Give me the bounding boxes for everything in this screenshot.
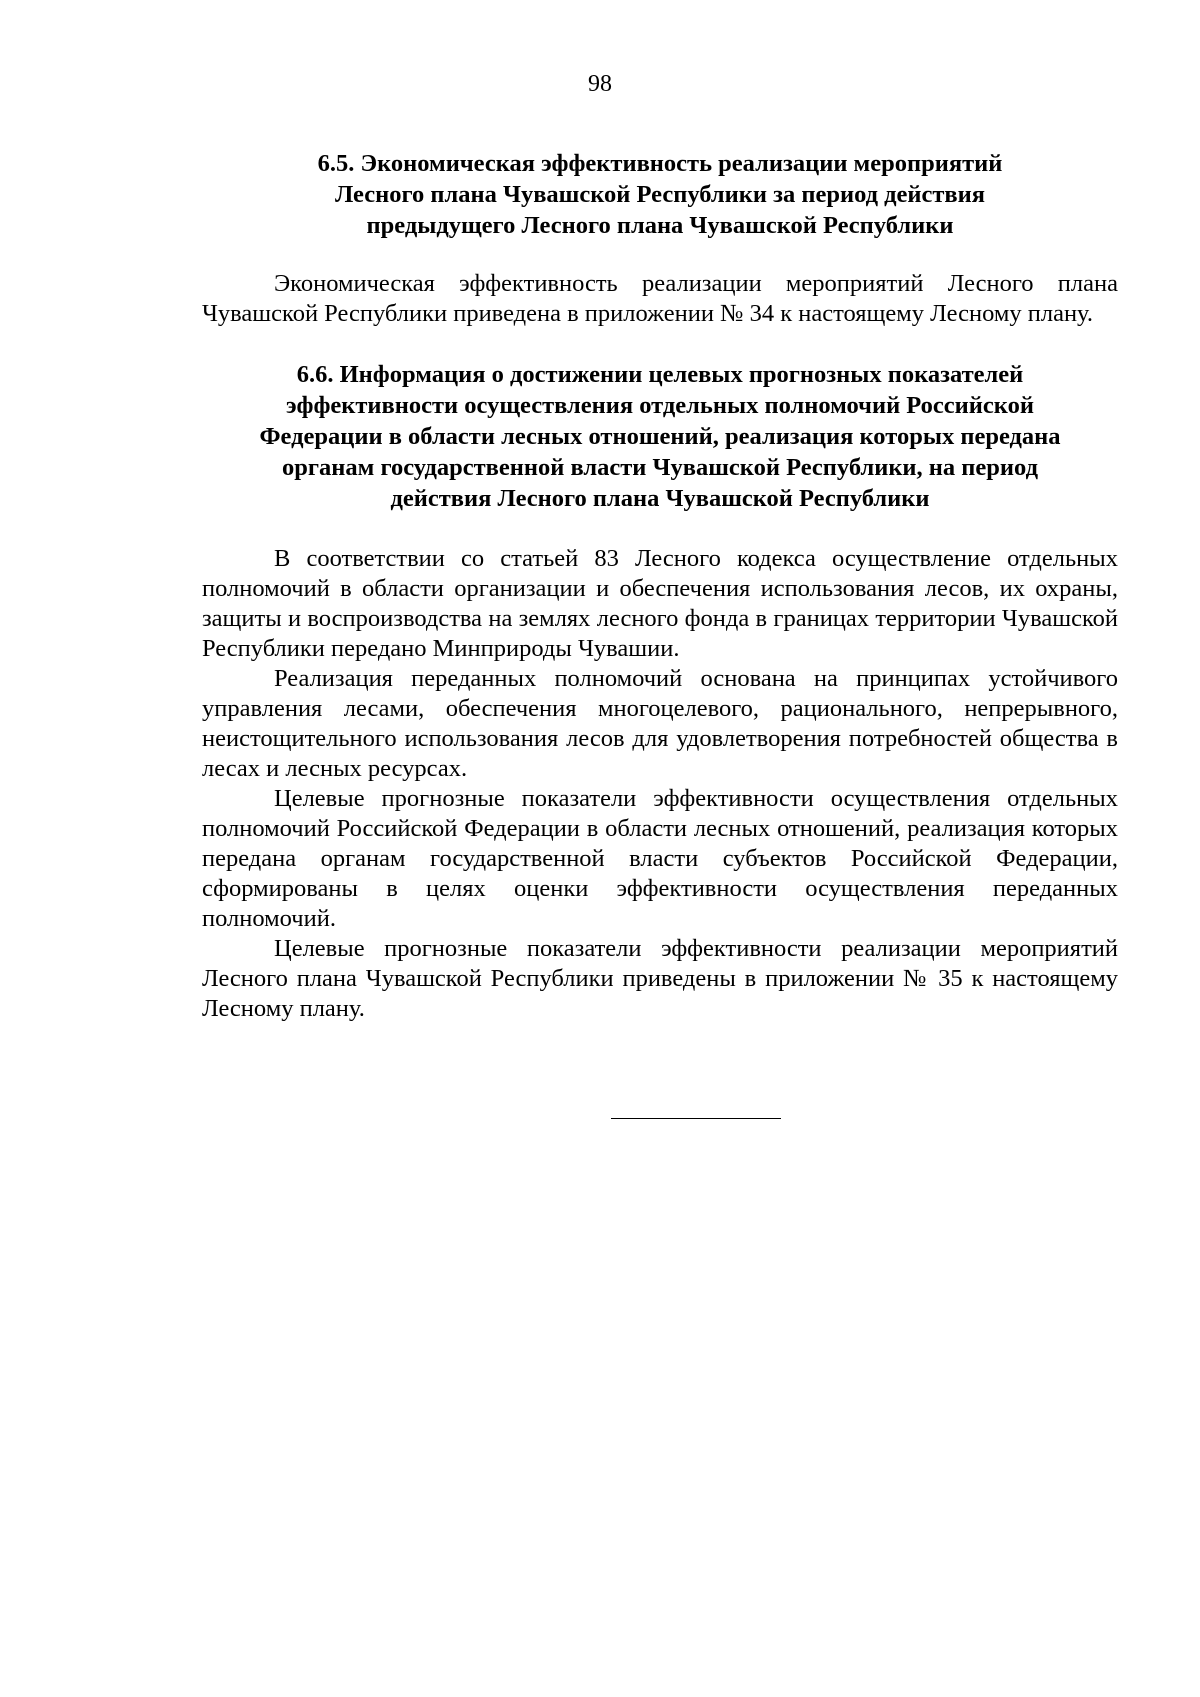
- section-6-6-paragraph: Целевые прогнозные показатели эффективности реализации мероприятий Лесного плана Чувашской Республики приведены в приложении № 35 к настоящему Лесному плану.: [202, 935, 1118, 1022]
- section-6-6-heading: [202, 359, 1118, 514]
- section-6-6-paragraph: Целевые прогнозные показатели эффективности осуществления отдельных полномочий Российской Федерации в области лесных отношений, реализация которых передана органам государственной власти субъектов Российской Федерации, сформированы в целях оценки эффективности осуществления переданных полномочий.: [202, 785, 1118, 932]
- heading-line: действия Лесного плана Чувашской Республики: [390, 485, 930, 512]
- heading-line: Федерации в области лесных отношений, реализация которых передана: [259, 423, 1061, 450]
- heading-line: предыдущего Лесного плана Чувашской Республики: [366, 212, 954, 239]
- page-content: [202, 148, 1118, 1024]
- heading-line: 6.6. Информация о достижении целевых прогнозных показателей: [296, 361, 1024, 388]
- section-6-5-heading: [202, 148, 1118, 241]
- page-number: 98: [588, 71, 612, 97]
- section-6-5-paragraph: Экономическая эффективность реализации мероприятий Лесного плана Чувашской Республики приведена в приложении № 34 к настоящему Лесному плану.: [202, 270, 1118, 327]
- section-6-6-paragraph: Реализация переданных полномочий основана на принципах устойчивого управления лесами, обеспечения многоцелевого, рационального, непрерывного, неистощительного использования лесов для удовлетворения потребностей общества в лесах и лесных ресурсах.: [202, 665, 1118, 782]
- end-rule: [611, 1118, 781, 1119]
- heading-line: органам государственной власти Чувашской Республики, на период: [282, 454, 1038, 481]
- heading-line: 6.5. Экономическая эффективность реализации мероприятий: [317, 150, 1003, 177]
- heading-line: Лесного плана Чувашской Республики за период действия: [334, 181, 986, 208]
- heading-line: эффективности осуществления отдельных полномочий Российской: [286, 392, 1034, 419]
- section-6-6-paragraph: В соответствии со статьей 83 Лесного кодекса осуществление отдельных полномочий в области организации и обеспечения использования лесов, их охраны, защиты и воспроизводства на землях лесного фонда в границах территории Чувашской Республики передано Минприроды Чувашии.: [202, 545, 1118, 662]
